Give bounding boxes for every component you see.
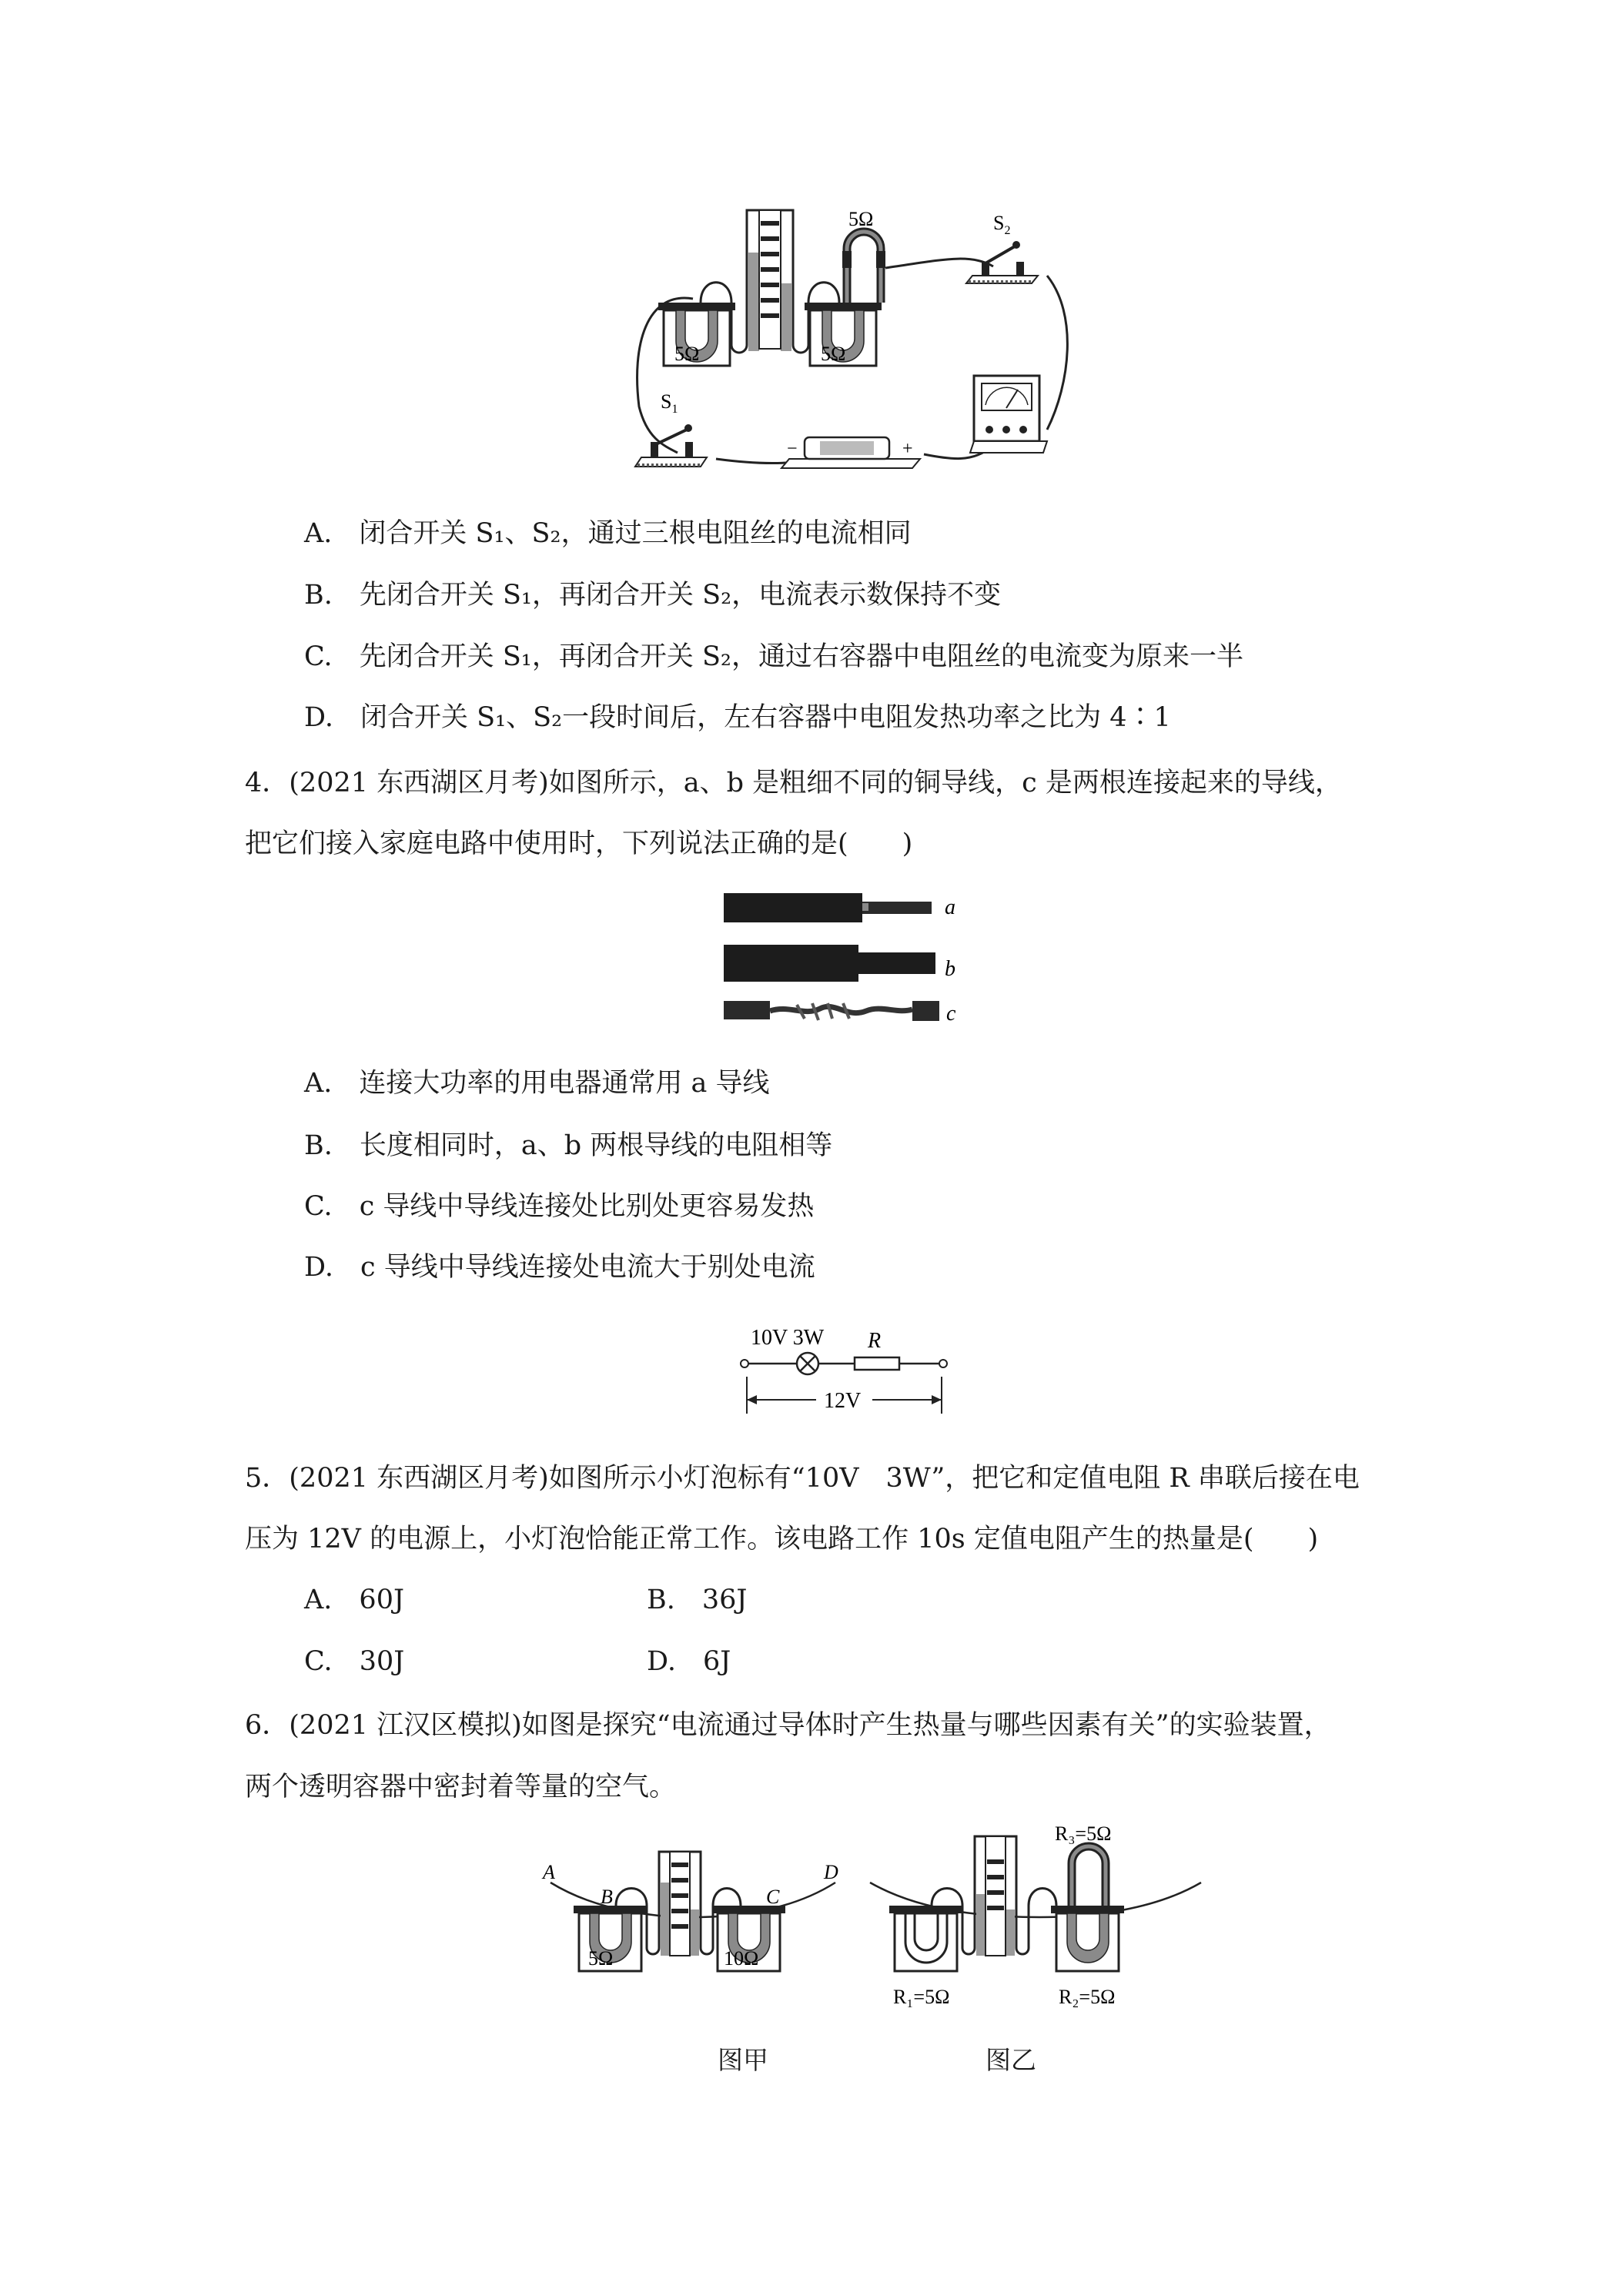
wires-figure-q4 — [720, 882, 966, 1051]
q5-option-a: A. 60J — [304, 1585, 404, 1615]
label-a: A — [543, 1861, 555, 1883]
label-c: C — [766, 1886, 780, 1908]
q4-stem-line2: 把它们接入家庭电路中使用时，下列说法正确的是( ) — [245, 828, 913, 859]
left-container — [658, 303, 735, 366]
switch-s1 — [635, 390, 707, 467]
battery — [781, 437, 920, 468]
q4-option-c: C. c 导线中导线连接处比别处更容易发热 — [304, 1191, 815, 1222]
q5-option-c: C. 30J — [304, 1646, 405, 1677]
yi-r3: R₃=5Ω — [1055, 1822, 1112, 1845]
q3-option-c: C. 先闭合开关 S₁，再闭合开关 S₂，通过右容器中电阻丝的电流变为原来一半 — [304, 641, 1243, 672]
q4-option-b: B. 长度相同时，a、b 两根导线的电阻相等 — [304, 1130, 833, 1161]
q5-stem-line2: 压为 12V 的电源上，小灯泡恰能正常工作。该电路工作 10s 定值电阻产生的热量是( ) — [245, 1524, 1319, 1555]
ammeter — [970, 376, 1047, 453]
jia-left-r: 5Ω — [588, 1947, 614, 1970]
caption-yi: 图乙 — [986, 2045, 1036, 2075]
q4-stem-line1: 4．(2021 东西湖区月考)如图所示，a、b 是粗细不同的铜导线，c 是两根连接起来的导线， — [245, 768, 1342, 798]
resistor-r-label: R — [868, 1329, 882, 1353]
q3-option-d: D. 闭合开关 S₁、S₂一段时间后，左右容器中电阻发热功率之比为 4∶1 — [304, 702, 1171, 733]
label-d: D — [824, 1861, 838, 1883]
external-resistor — [842, 208, 885, 303]
q4-option-d: D. c 导线中导线连接处电流大于别处电流 — [304, 1252, 815, 1283]
lamp-symbol — [797, 1353, 818, 1374]
lamp-label: 10V 3W — [751, 1326, 825, 1350]
q5-stem-line1: 5．(2021 东西湖区月考)如图所示小灯泡标有“10V 3W”，把它和定值电阻 R 串联后接在电 — [245, 1463, 1360, 1494]
figure-jia — [539, 1840, 847, 2033]
right-box-label: 5Ω — [821, 343, 846, 365]
q6-stem-line1: 6．(2021 江汉区模拟)如图是探究“电流通过导体时产生热量与哪些因素有关”的实验装置， — [245, 1710, 1331, 1741]
svg-text:a: a — [945, 895, 955, 919]
battery-minus: − — [787, 439, 798, 459]
switch-s2 — [966, 212, 1038, 283]
resistor-symbol — [855, 1357, 899, 1370]
left-box-label: 5Ω — [674, 343, 700, 365]
lamp-circuit-figure — [735, 1323, 959, 1423]
resistor-top-label: 5Ω — [848, 208, 874, 230]
wire-b — [724, 945, 955, 982]
right-container — [805, 303, 882, 366]
q5-option-b: B. 36J — [647, 1585, 748, 1615]
voltage-label: 12V — [824, 1389, 862, 1413]
label-b: B — [601, 1886, 613, 1908]
q4-option-a: A. 连接大功率的用电器通常用 a 导线 — [304, 1068, 770, 1099]
q3-option-b: B. 先闭合开关 S₁，再闭合开关 S₂，电流表示数保持不变 — [304, 580, 1002, 611]
yi-r2: R₂=5Ω — [1059, 1986, 1116, 2008]
jia-right-r: 10Ω — [724, 1947, 759, 1970]
q3-option-a: A. 闭合开关 S₁、S₂，通过三根电阻丝的电流相同 — [304, 518, 912, 549]
q5-option-d: D. 6J — [647, 1646, 731, 1677]
svg-text:b: b — [945, 957, 955, 981]
q6-stem-line2: 两个透明容器中密封着等量的空气。 — [245, 1772, 677, 1802]
caption-jia: 图甲 — [718, 2045, 768, 2075]
figure-yi — [862, 1817, 1216, 2040]
switch1-label: $S_1$ — [661, 390, 678, 416]
wire-a — [724, 893, 955, 922]
battery-plus: + — [902, 439, 913, 459]
switch2-label: $S_2$ — [993, 212, 1011, 237]
svg-text:c: c — [946, 1002, 956, 1026]
circuit-figure-q3 — [616, 206, 1078, 484]
wire-c — [724, 1001, 956, 1026]
yi-r1: R₁=5Ω — [893, 1986, 950, 2008]
